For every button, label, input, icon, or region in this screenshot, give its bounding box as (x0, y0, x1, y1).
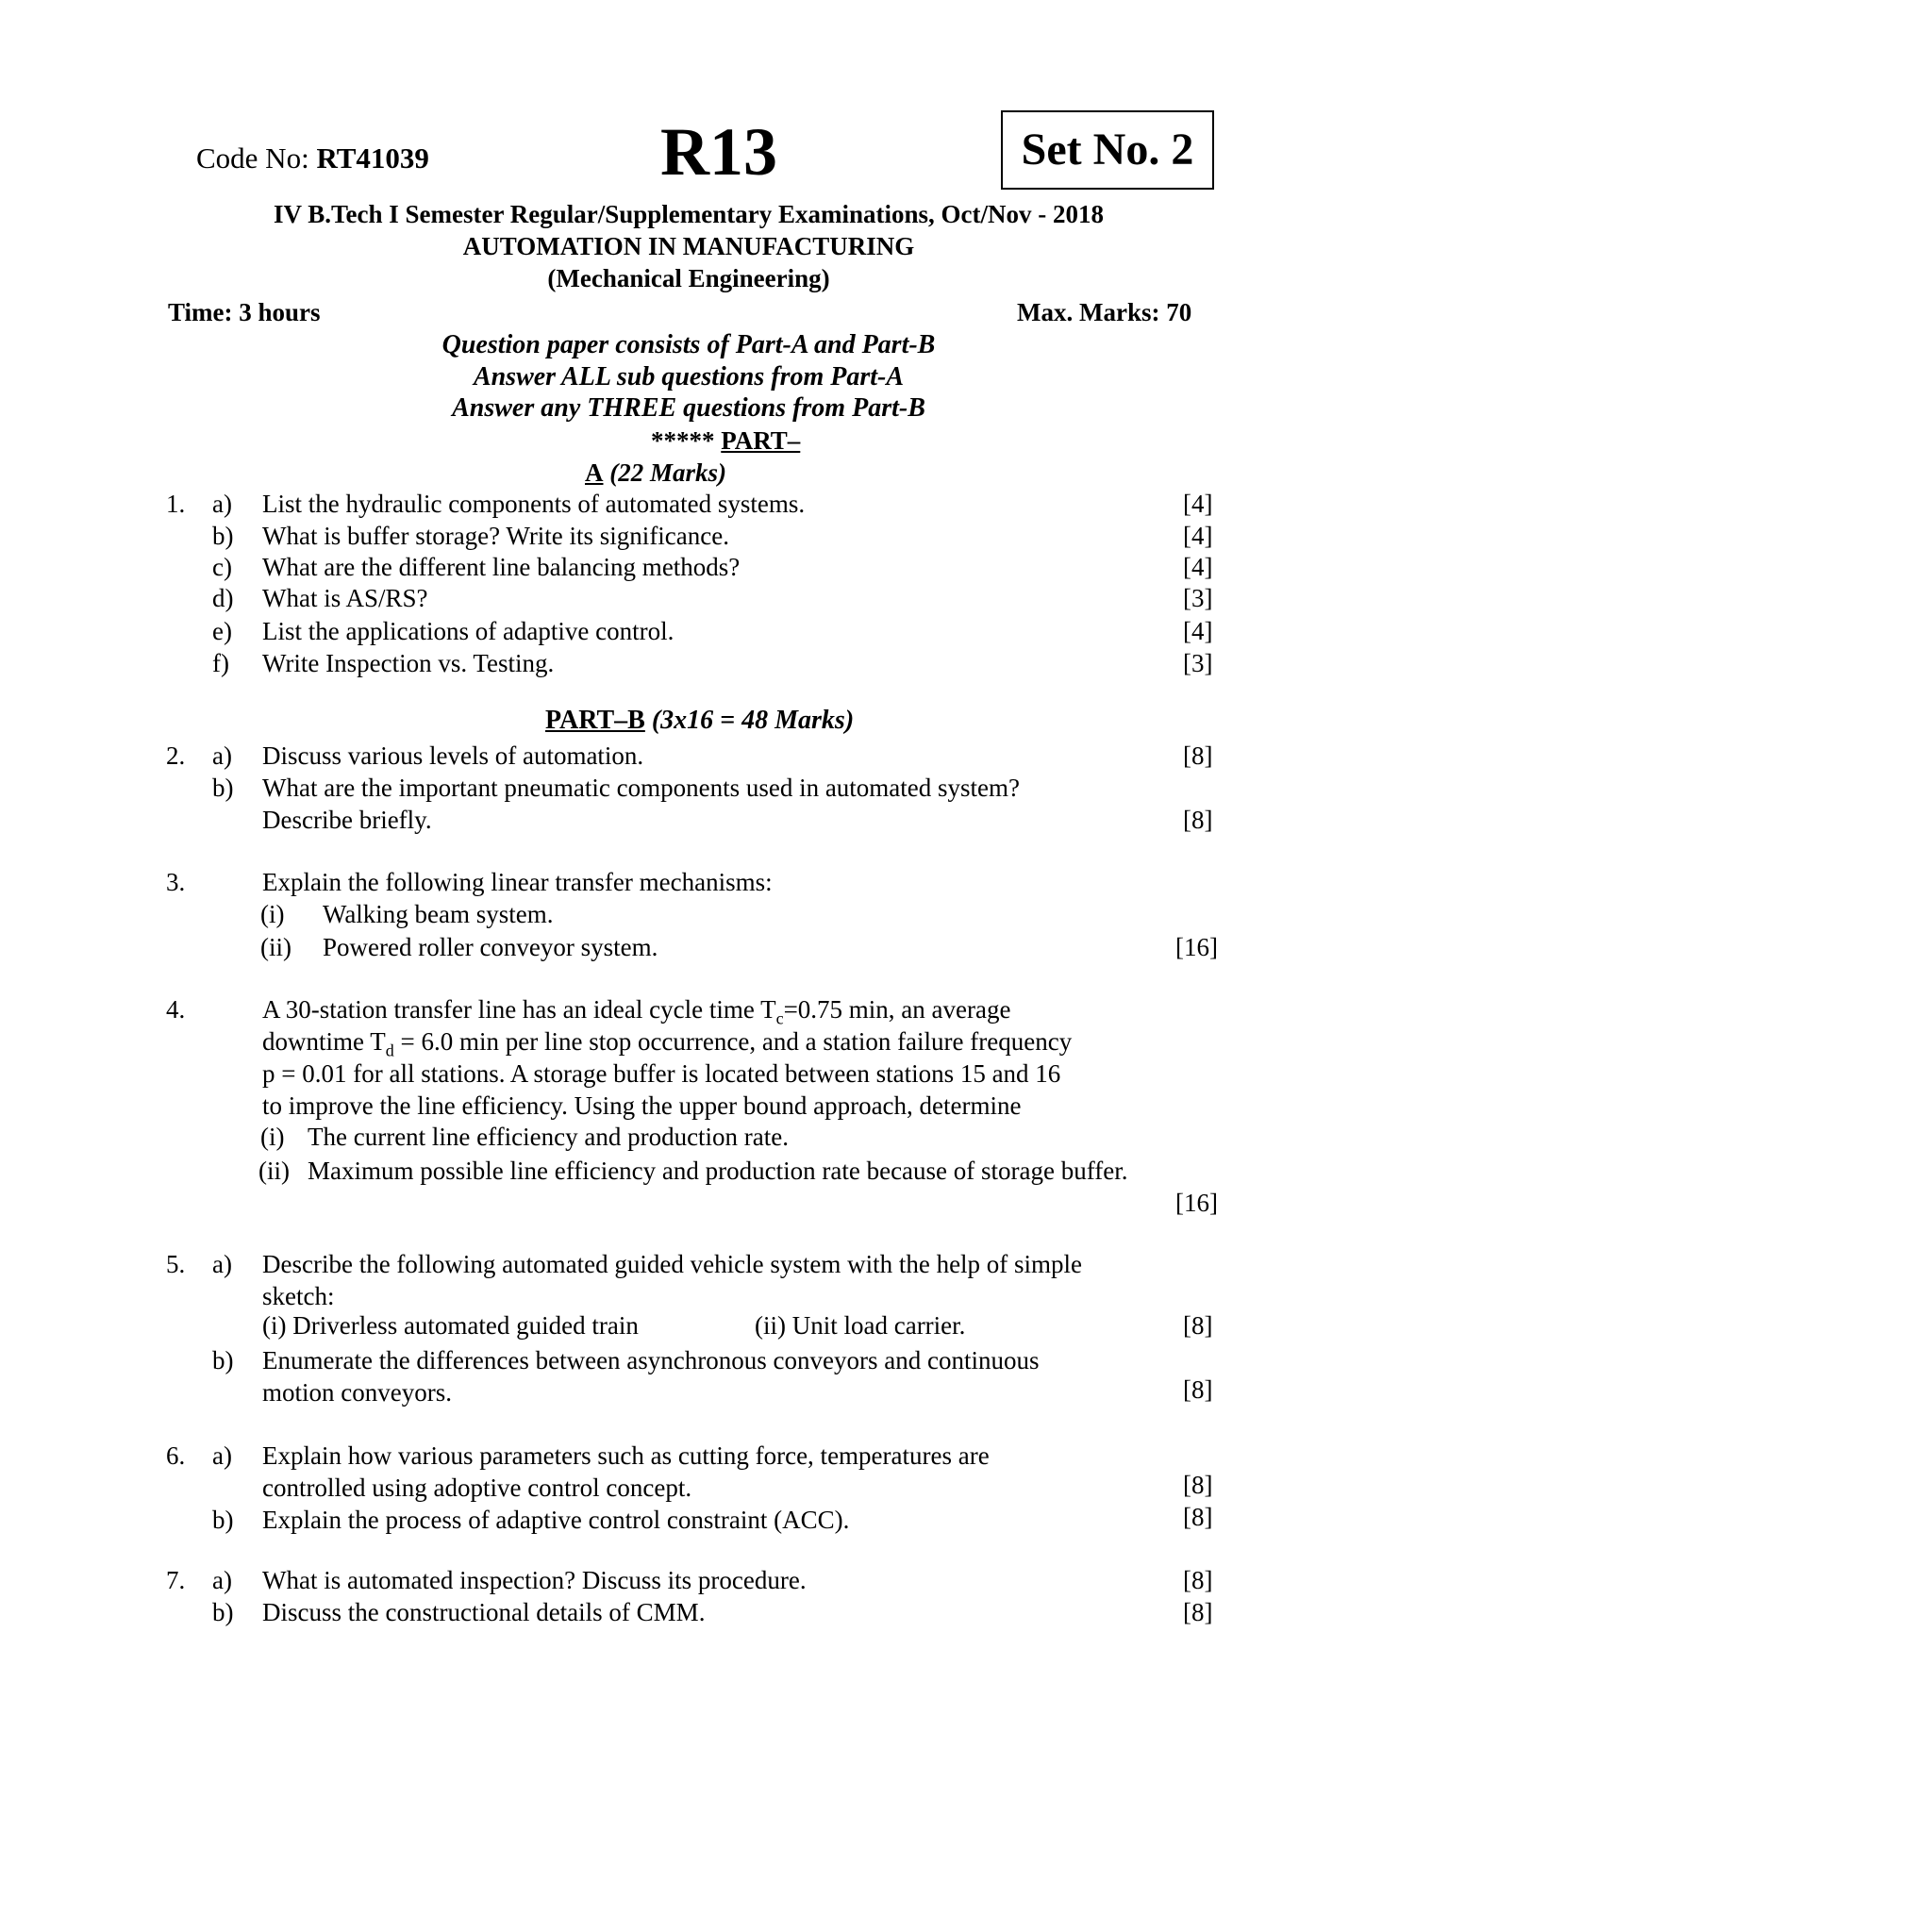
q1b-marks: [4] (1183, 522, 1213, 550)
q5b-label: b) (212, 1346, 234, 1374)
q4-line2 (262, 1027, 1072, 1060)
q3-i-text: Walking beam system. (323, 900, 554, 928)
q7-number: 7. (166, 1566, 186, 1594)
q2a-label: a) (212, 741, 232, 770)
q1d-label: d) (212, 584, 234, 612)
q4-line1-sub: c (775, 1008, 784, 1028)
instruction-1: Question paper consists of Part-A and Part-B (441, 330, 936, 359)
q1c-text: What are the different line balancing methods? (262, 553, 741, 581)
q4-line3: p = 0.01 for all stations. A storage buffer is located between stations 15 and 16 (262, 1059, 1061, 1088)
q3-number: 3. (166, 868, 186, 896)
max-marks: Max. Marks: 70 (1017, 298, 1192, 326)
q3-marks: [16] (1175, 933, 1218, 961)
q1e-marks: [4] (1183, 617, 1213, 645)
part-a-heading-line2 (585, 458, 726, 488)
part-a-heading-line1 (651, 426, 800, 456)
q1c-label: c) (212, 553, 232, 581)
q6b-marks: [8] (1183, 1503, 1213, 1531)
q6a-label: a) (212, 1441, 232, 1470)
q3-ii-label: (ii) (260, 933, 291, 961)
q6b-text: Explain the process of adaptive control constraint (ACC). (262, 1506, 850, 1534)
q3-i-label: (i) (260, 900, 285, 928)
q4-line2-end: = 6.0 min per line stop occurrence, and a station failure frequency (393, 1027, 1073, 1056)
q6-number: 6. (166, 1441, 186, 1470)
q5a-label: a) (212, 1250, 232, 1278)
q7a-marks: [8] (1183, 1566, 1213, 1594)
q7a-label: a) (212, 1566, 232, 1594)
q2b-text-2: Describe briefly. (262, 806, 432, 834)
q1f-marks: [3] (1183, 649, 1213, 677)
q2a-marks: [8] (1183, 741, 1213, 770)
q4-line1-start: A 30-station transfer line has an ideal cycle time T (262, 995, 776, 1024)
q4-line4: to improve the line efficiency. Using the upper bound approach, determine (262, 1091, 1022, 1120)
q2b-text-1: What are the important pneumatic components used in automated system? (262, 774, 1021, 802)
q1f-text: Write Inspection vs. Testing. (262, 649, 555, 677)
code-label: Code No: (196, 142, 309, 175)
part-b-marks: (3x16 = 48 Marks) (651, 706, 855, 735)
q1d-text: What is AS/RS? (262, 584, 428, 612)
part-b-title: PART–B (545, 706, 645, 735)
q5a-text-1: Describe the following automated guided vehicle system with the help of simple (262, 1250, 1083, 1278)
q1a-text: List the hydraulic components of automated systems. (262, 490, 806, 518)
q4-i-label: (i) (260, 1123, 285, 1151)
q1f-label: f) (212, 649, 229, 677)
q1e-text: List the applications of adaptive control. (262, 617, 675, 645)
q7b-text: Discuss the constructional details of CMM. (262, 1598, 706, 1626)
q4-line1-end: =0.75 min, an average (783, 995, 1011, 1024)
q1b-text: What is buffer storage? Write its significance. (262, 522, 729, 550)
q1a-label: a) (212, 490, 232, 518)
q1d-marks: [3] (1183, 584, 1213, 612)
q4-marks: [16] (1175, 1189, 1218, 1217)
q5a-ii: (ii) Unit load carrier. (755, 1311, 966, 1340)
set-number-box: Set No. 2 (1001, 110, 1214, 190)
instruction-2: Answer ALL sub questions from Part-A (473, 362, 905, 391)
q1e-label: e) (212, 617, 232, 645)
q4-number: 4. (166, 995, 186, 1024)
q4-line2-sub: d (385, 1041, 394, 1060)
instruction-3: Answer any THREE questions from Part-B (452, 393, 925, 423)
part-b-heading (545, 706, 854, 736)
q3-text: Explain the following linear transfer mechanisms: (262, 868, 773, 896)
q6a-marks: [8] (1183, 1471, 1213, 1499)
q4-i-text: The current line efficiency and production rate. (308, 1123, 790, 1151)
q5a-marks: [8] (1183, 1311, 1213, 1340)
code-value: RT41039 (316, 142, 429, 175)
subject-title: AUTOMATION IN MANUFACTURING (462, 232, 915, 260)
q3-ii-text: Powered roller conveyor system. (323, 933, 658, 961)
q7b-label: b) (212, 1598, 234, 1626)
q7a-text: What is automated inspection? Discuss its procedure. (262, 1566, 807, 1594)
regulation: R13 (660, 114, 777, 190)
q2-number: 2. (166, 741, 186, 770)
q1-number: 1. (166, 490, 186, 518)
q4-line1 (262, 995, 1010, 1028)
q6a-text-1: Explain how various parameters such as cutting force, temperatures are (262, 1441, 990, 1470)
q4-ii-text: Maximum possible line efficiency and production rate because of storage buffer. (308, 1157, 1128, 1185)
q6b-label: b) (212, 1506, 234, 1534)
q1a-marks: [4] (1183, 490, 1213, 518)
q1b-label: b) (212, 522, 234, 550)
q2a-text: Discuss various levels of automation. (262, 741, 644, 770)
part-a-marks: (22 Marks) (609, 458, 727, 487)
exam-title: IV B.Tech I Semester Regular/Supplementary Examinations, Oct/Nov - 2018 (273, 200, 1104, 228)
part-a-title: PART– (721, 426, 801, 455)
code-number (196, 142, 429, 175)
q5b-text-2: motion conveyors. (262, 1378, 452, 1407)
q6a-text-2: controlled using adoptive control concept. (262, 1474, 692, 1502)
time-allowed: Time: 3 hours (168, 298, 321, 326)
q5-number: 5. (166, 1250, 186, 1278)
q5b-marks: [8] (1183, 1375, 1213, 1404)
q4-ii-label: (ii) (258, 1157, 290, 1185)
q1c-marks: [4] (1183, 553, 1213, 581)
q7b-marks: [8] (1183, 1598, 1213, 1626)
q4-line2-start: downtime T (262, 1027, 386, 1056)
q2b-label: b) (212, 774, 234, 802)
q5a-i: (i) Driverless automated guided train (262, 1311, 639, 1340)
branch-title: (Mechanical Engineering) (547, 264, 830, 292)
q5b-text-1: Enumerate the differences between asynchronous conveyors and continuous (262, 1346, 1040, 1374)
q2b-marks: [8] (1183, 806, 1213, 834)
q5a-text-2: sketch: (262, 1282, 335, 1310)
part-a-letter: A (585, 458, 604, 487)
stars: ***** (651, 426, 715, 455)
